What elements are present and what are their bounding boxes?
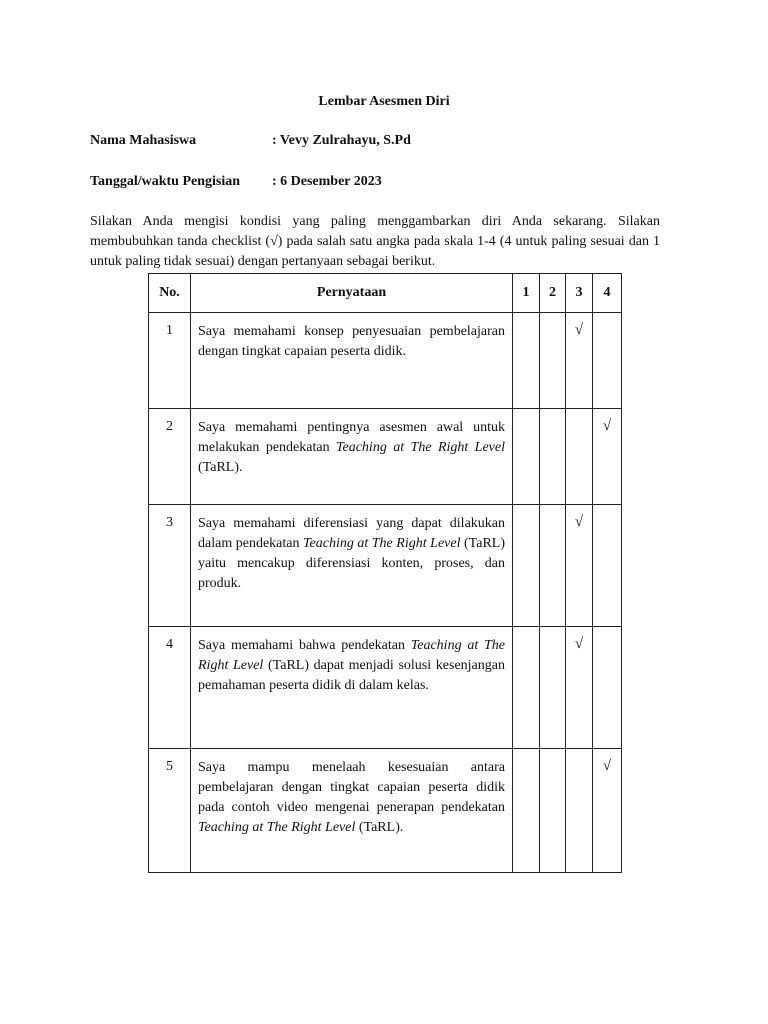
table-row (149, 627, 622, 749)
check-mark-icon: √ (574, 514, 584, 530)
scale-4-cell (593, 313, 622, 409)
header-no: No. (149, 274, 191, 313)
fill-date-value: : 6 Desember 2023 (272, 174, 382, 189)
statement-italic-term: Teaching at The Right Level (198, 820, 356, 835)
fill-date-row (90, 174, 382, 190)
table-row (149, 749, 622, 873)
row-number: 4 (149, 627, 191, 749)
table-body (149, 313, 622, 873)
statement-text (191, 313, 513, 409)
table-row (149, 313, 622, 409)
statement-segment: (TaRL). (198, 460, 243, 475)
document-title: Lembar Asesmen Diri (318, 94, 450, 109)
scale-3-cell (566, 313, 593, 409)
row-number: 1 (149, 313, 191, 409)
student-name-label: Nama Mahasiswa (90, 133, 197, 148)
scale-2-cell (540, 749, 566, 873)
check-mark-icon: √ (602, 418, 612, 434)
scale-1-cell (513, 627, 540, 749)
statement-segment: Saya memahami pentingnya asesmen awal untuk melakukan pendekatan (198, 420, 505, 455)
scale-1-cell (513, 313, 540, 409)
statement-text (191, 749, 513, 873)
statement-segment: Saya memahami konsep penyesuaian pembelajaran dengan tingkat capaian peserta didik. (198, 324, 505, 359)
student-name-row (90, 133, 411, 149)
statement-segment: Saya memahami bahwa pendekatan (198, 638, 411, 653)
instructions-paragraph: Silakan Anda mengisi kondisi yang paling menggambarkan diri Anda sekarang. Silakan membubuhkan tanda checklist (√) pada salah satu angka pada skala 1-4 (4 untuk paling sesuai dan 1 untuk paling tidak sesuai) dengan pertanyaan sebagai berikut. (90, 214, 660, 269)
scale-4-cell (593, 627, 622, 749)
statement-segment: (TaRL) yaitu mencakup diferensiasi konten, proses, dan produk. (198, 536, 506, 591)
statement-segment: (TaRL) dapat menjadi solusi kesenjangan pemahaman peserta didik di dalam kelas. (198, 658, 505, 693)
scale-1-cell (513, 749, 540, 873)
header-scale-3: 3 (566, 274, 593, 313)
fill-date-label: Tanggal/waktu Pengisian (90, 174, 241, 189)
statement-text (191, 505, 513, 627)
statement-segment: Saya mampu menelaah kesesuaian antara pembelajaran dengan tingkat capaian peserta didik pada contoh video mengenai penerapan pendekatan (198, 760, 505, 815)
statement-segment: (TaRL). (355, 820, 404, 835)
self-assessment-table (148, 273, 622, 873)
row-number: 3 (149, 505, 191, 627)
statement-italic-term: Teaching at The Right Level (198, 638, 505, 673)
statement-italic-term: Teaching at The Right Level (336, 440, 506, 455)
scale-3-cell (566, 505, 593, 627)
table-row (149, 409, 622, 505)
row-number: 5 (149, 749, 191, 873)
table-row (149, 505, 622, 627)
scale-2-cell (540, 627, 566, 749)
scale-2-cell (540, 409, 566, 505)
check-mark-icon: √ (602, 758, 612, 774)
table-header-row (149, 274, 622, 313)
header-scale-1: 1 (513, 274, 540, 313)
statement-segment: Saya memahami diferensiasi yang dapat dilakukan dalam pendekatan (198, 516, 505, 551)
scale-2-cell (540, 505, 566, 627)
scale-2-cell (540, 313, 566, 409)
header-statement: Pernyataan (191, 274, 513, 313)
scale-3-cell (566, 409, 593, 505)
student-name-value: : Vevy Zulrahayu, S.Pd (272, 133, 411, 148)
statement-italic-term: Teaching at The Right Level (303, 536, 461, 551)
check-mark-icon: √ (574, 636, 584, 652)
scale-3-cell (566, 627, 593, 749)
scale-4-cell (593, 749, 622, 873)
statement-text (191, 627, 513, 749)
check-mark-icon: √ (574, 322, 584, 338)
scale-1-cell (513, 409, 540, 505)
scale-4-cell (593, 505, 622, 627)
header-scale-4: 4 (593, 274, 622, 313)
header-scale-2: 2 (540, 274, 566, 313)
scale-3-cell (566, 749, 593, 873)
statement-text (191, 409, 513, 505)
scale-1-cell (513, 505, 540, 627)
row-number: 2 (149, 409, 191, 505)
scale-4-cell (593, 409, 622, 505)
